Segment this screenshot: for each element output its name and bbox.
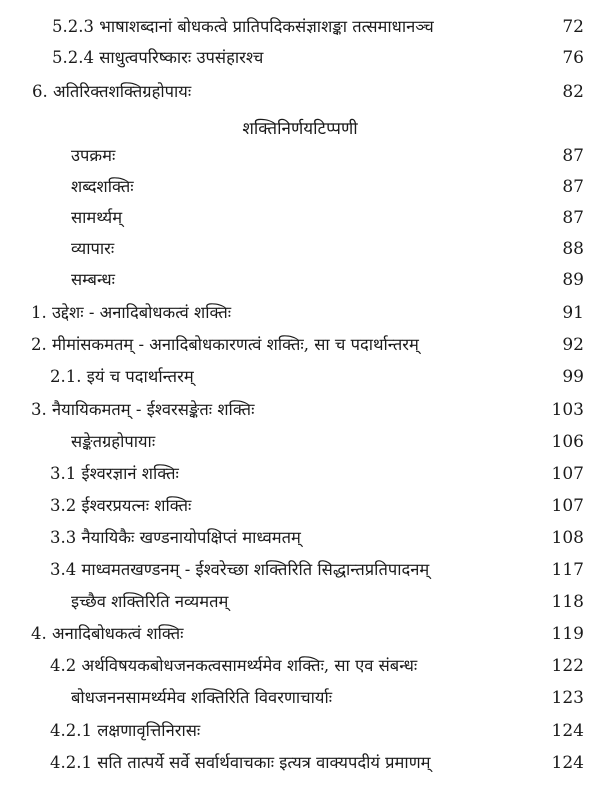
toc-entry-title: 6. अतिरिक्तशक्तिग्रहोपायः bbox=[32, 82, 192, 101]
toc-entry-title: व्यापारः bbox=[71, 239, 115, 258]
toc-entry-page: 87 bbox=[562, 146, 584, 166]
toc-entry-title: 3.4 माध्वमतखण्डनम् - ईश्वरेच्छा शक्तिरिति सिद्धान्तप्रतिपादनम् bbox=[50, 560, 430, 579]
toc-entry-page: 87 bbox=[562, 177, 584, 197]
toc-entry-page: 89 bbox=[562, 270, 584, 290]
toc-entry-title: 1. उद्देशः - अनादिबोधकत्वं शक्तिः bbox=[31, 303, 232, 322]
toc-entry-title: सङ्केतग्रहोपायाः bbox=[71, 432, 156, 451]
toc-entry bbox=[0, 43, 600, 73]
toc-entry-page: 107 bbox=[551, 464, 584, 484]
toc-entry-page: 87 bbox=[562, 208, 584, 228]
toc-entry-title: 3.1 ईश्वरज्ञानं शक्तिः bbox=[50, 464, 179, 483]
toc-entry bbox=[0, 172, 600, 202]
toc-entry-title: 4.2 अर्थविषयकबोधजनकत्वसामर्थ्यमेव शक्तिः, सा एव संबन्धः bbox=[50, 656, 418, 675]
toc-entry-page: 107 bbox=[551, 496, 584, 516]
toc-entry-title: बोधजननसामर्थ्यमेव शक्तिरिति विवरणाचार्याः bbox=[71, 688, 333, 707]
toc-entry-title: 2. मीमांसकमतम् - अनादिबोधकारणत्वं शक्तिः, सा च पदार्थान्तरम् bbox=[31, 335, 419, 354]
toc-entry-page: 82 bbox=[562, 82, 584, 102]
toc-entry-title: 4. अनादिबोधकत्वं शक्तिः bbox=[31, 624, 184, 643]
toc-entry bbox=[0, 265, 600, 295]
toc-entry bbox=[0, 651, 600, 681]
toc-entry-title: सामर्थ्यम् bbox=[71, 208, 123, 227]
toc-entry bbox=[0, 12, 600, 42]
toc-entry bbox=[0, 234, 600, 264]
toc-entry-page: 119 bbox=[551, 624, 584, 644]
toc-entry-page: 72 bbox=[562, 17, 584, 37]
toc-entry-page: 122 bbox=[551, 656, 584, 676]
toc-entry-title: 2.1. इयं च पदार्थान्तरम् bbox=[50, 367, 194, 386]
toc-entry bbox=[0, 298, 600, 328]
toc-entry-page: 124 bbox=[551, 753, 584, 773]
toc-entry-page: 91 bbox=[562, 303, 584, 323]
toc-entry-title: सम्बन्धः bbox=[71, 270, 115, 289]
toc-entry bbox=[0, 77, 600, 107]
toc-entry bbox=[0, 427, 600, 457]
toc-entry-page: 118 bbox=[551, 592, 584, 612]
toc-entry bbox=[0, 555, 600, 585]
toc-entry-title: 3.3 नैयायिकैः खण्डनायोपक्षिप्तं माध्वमतम् bbox=[50, 528, 301, 547]
toc-entry bbox=[0, 491, 600, 521]
toc-entry-title: शब्दशक्तिः bbox=[71, 177, 134, 196]
toc-entry-title: 5.2.3 भाषाशब्दानां बोधकत्वे प्रातिपदिकसंज्ञाशङ्का तत्समाधानञ्च bbox=[52, 17, 434, 36]
toc-entry bbox=[0, 330, 600, 360]
toc-entry-page: 123 bbox=[551, 688, 584, 708]
toc-entry-title: उपक्रमः bbox=[71, 146, 116, 165]
toc-entry-title: 3.2 ईश्वरप्रयत्नः शक्तिः bbox=[50, 496, 192, 515]
toc-entry-page: 99 bbox=[562, 367, 584, 387]
toc-entry-page: 76 bbox=[562, 48, 584, 68]
toc-entry-page: 108 bbox=[551, 528, 584, 548]
toc-entry bbox=[0, 523, 600, 553]
toc-entry bbox=[0, 459, 600, 489]
toc-entry bbox=[0, 587, 600, 617]
toc-entry-page: 103 bbox=[551, 400, 584, 420]
toc-entry-page: 106 bbox=[551, 432, 584, 452]
section-heading: शक्तिनिर्णयटिप्पणी bbox=[242, 119, 358, 139]
toc-entry-page: 88 bbox=[562, 239, 584, 259]
toc-entry-page: 92 bbox=[562, 335, 584, 355]
toc-entry bbox=[0, 716, 600, 746]
toc-entry bbox=[0, 395, 600, 425]
toc-entry-page: 117 bbox=[551, 560, 584, 580]
toc-entry bbox=[0, 141, 600, 171]
toc-entry-page: 124 bbox=[551, 721, 584, 741]
toc-entry-title: 4.2.1 सति तात्पर्ये सर्वे सर्वार्थवाचकाः इत्यत्र वाक्यपदीयं प्रमाणम् bbox=[50, 753, 431, 772]
toc-entry-title: इच्छैव शक्तिरिति नव्यमतम् bbox=[71, 592, 229, 611]
toc-entry bbox=[0, 362, 600, 392]
toc-entry bbox=[0, 748, 600, 778]
toc-entry bbox=[0, 619, 600, 649]
toc-entry-title: 3. नैयायिकमतम् - ईश्वरसङ्केतः शक्तिः bbox=[31, 400, 255, 419]
toc-entry-title: 5.2.4 साधुत्वपरिष्कारः उपसंहारश्च bbox=[52, 48, 264, 67]
toc-entry bbox=[0, 683, 600, 713]
toc-entry-title: 4.2.1 लक्षणावृत्तिनिरासः bbox=[50, 721, 201, 740]
toc-entry bbox=[0, 203, 600, 233]
